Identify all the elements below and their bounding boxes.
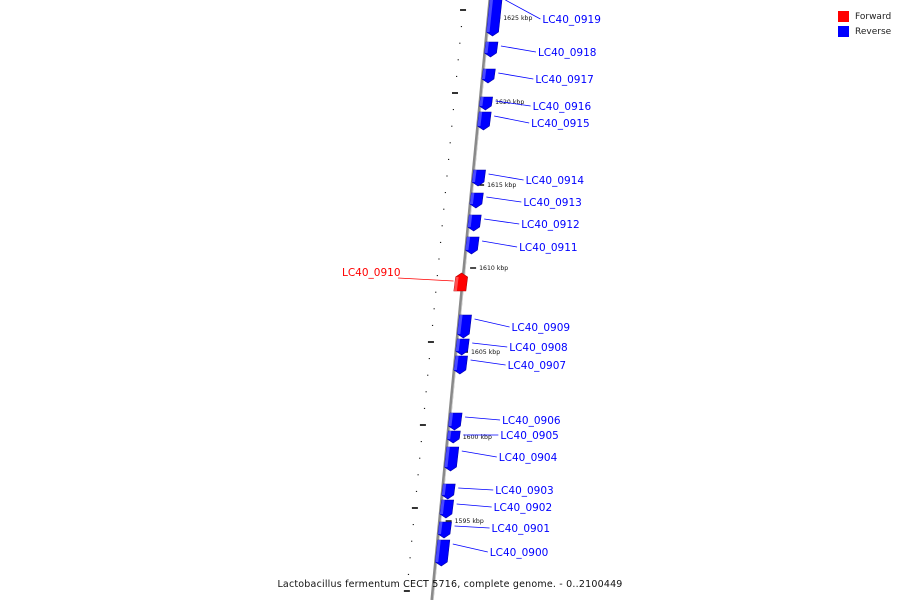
gene-lc40_0910[interactable] [342, 267, 468, 291]
gene-leader-line [486, 197, 521, 202]
gene-label[interactable]: LC40_0907 [507, 360, 567, 372]
scale-label: 1610 kbp [479, 265, 509, 272]
gene-lc40_0907[interactable] [454, 356, 566, 374]
gene-leader-line [498, 73, 533, 79]
gene-leader-line [475, 319, 510, 327]
gene-leader-line [398, 278, 454, 281]
gene-lc40_0900[interactable] [435, 540, 548, 566]
gene-label[interactable]: LC40_0900 [489, 547, 549, 559]
gene-leader-line [457, 504, 492, 507]
gene-lc40_0906[interactable] [448, 413, 560, 430]
gene-label[interactable]: LC40_0912 [521, 219, 580, 231]
gene-label[interactable]: LC40_0902 [493, 502, 553, 514]
gene-label[interactable]: LC40_0914 [525, 175, 585, 187]
legend-forward-label: Forward [855, 11, 892, 22]
gene-label[interactable]: LC40_0918 [537, 47, 597, 59]
reverse-swatch [838, 26, 849, 37]
scale-label: 1600 kbp [462, 434, 492, 441]
scale-label: 1615 kbp [487, 182, 517, 189]
gene-leader-line [471, 360, 506, 365]
genome-caption: Lactobacillus fermentum CECT 5716, complete genome. - 0..2100449 [277, 579, 623, 590]
gene-leader-line [484, 219, 519, 224]
gene-lc40_0918[interactable] [484, 42, 596, 59]
scale-label: 1620 kbp [495, 99, 525, 106]
gene-leader-line [482, 241, 517, 247]
gene-label[interactable]: LC40_0901 [491, 523, 551, 535]
gene-lc40_0909[interactable] [457, 315, 570, 338]
gene-label[interactable]: LC40_0908 [509, 342, 568, 354]
scale-label: 1605 kbp [470, 349, 501, 356]
legend-reverse [838, 24, 898, 39]
gene-lc40_0915[interactable] [477, 112, 589, 130]
gene-label[interactable]: LC40_0910 [342, 267, 401, 279]
gene-lc40_0904[interactable] [444, 447, 557, 471]
gene-label[interactable]: LC40_0919 [542, 14, 601, 26]
gene-leader-line [494, 116, 529, 123]
gene-lc40_0913[interactable] [470, 193, 582, 209]
gene-lc40_0902[interactable] [440, 500, 552, 518]
gene-leader-line [489, 174, 524, 180]
gene-label[interactable]: LC40_0905 [500, 430, 559, 442]
gene-features [342, 0, 601, 566]
gene-label[interactable]: LC40_0916 [532, 101, 592, 113]
legend-forward [838, 9, 898, 24]
legend [838, 9, 898, 39]
scale-label: 1595 kbp [454, 518, 484, 525]
gene-label[interactable]: LC40_0909 [511, 322, 571, 334]
gene-label[interactable]: LC40_0904 [498, 452, 558, 464]
gene-label[interactable]: LC40_0915 [531, 118, 590, 130]
gene-leader-line [465, 417, 500, 420]
gene-leader-line [462, 451, 497, 457]
legend-reverse-label: Reverse [855, 26, 892, 37]
gene-lc40_0912[interactable] [468, 215, 580, 231]
scale-label: 1625 kbp [503, 15, 533, 22]
gene-label[interactable]: LC40_0911 [519, 242, 578, 254]
gene-lc40_0917[interactable] [482, 69, 594, 86]
gene-label[interactable]: LC40_0903 [495, 485, 554, 497]
gene-leader-line [472, 343, 507, 347]
gene-leader-line [458, 488, 493, 490]
gene-leader-line [501, 46, 536, 52]
gene-leader-line [453, 544, 488, 552]
gene-lc40_0903[interactable] [442, 484, 554, 499]
forward-swatch [838, 11, 849, 22]
gene-leader-line [455, 526, 490, 528]
gene-label[interactable]: LC40_0906 [502, 415, 561, 427]
gene-lc40_0911[interactable] [465, 237, 577, 254]
gene-label[interactable]: LC40_0913 [523, 197, 582, 209]
gene-label[interactable]: LC40_0917 [535, 74, 594, 86]
